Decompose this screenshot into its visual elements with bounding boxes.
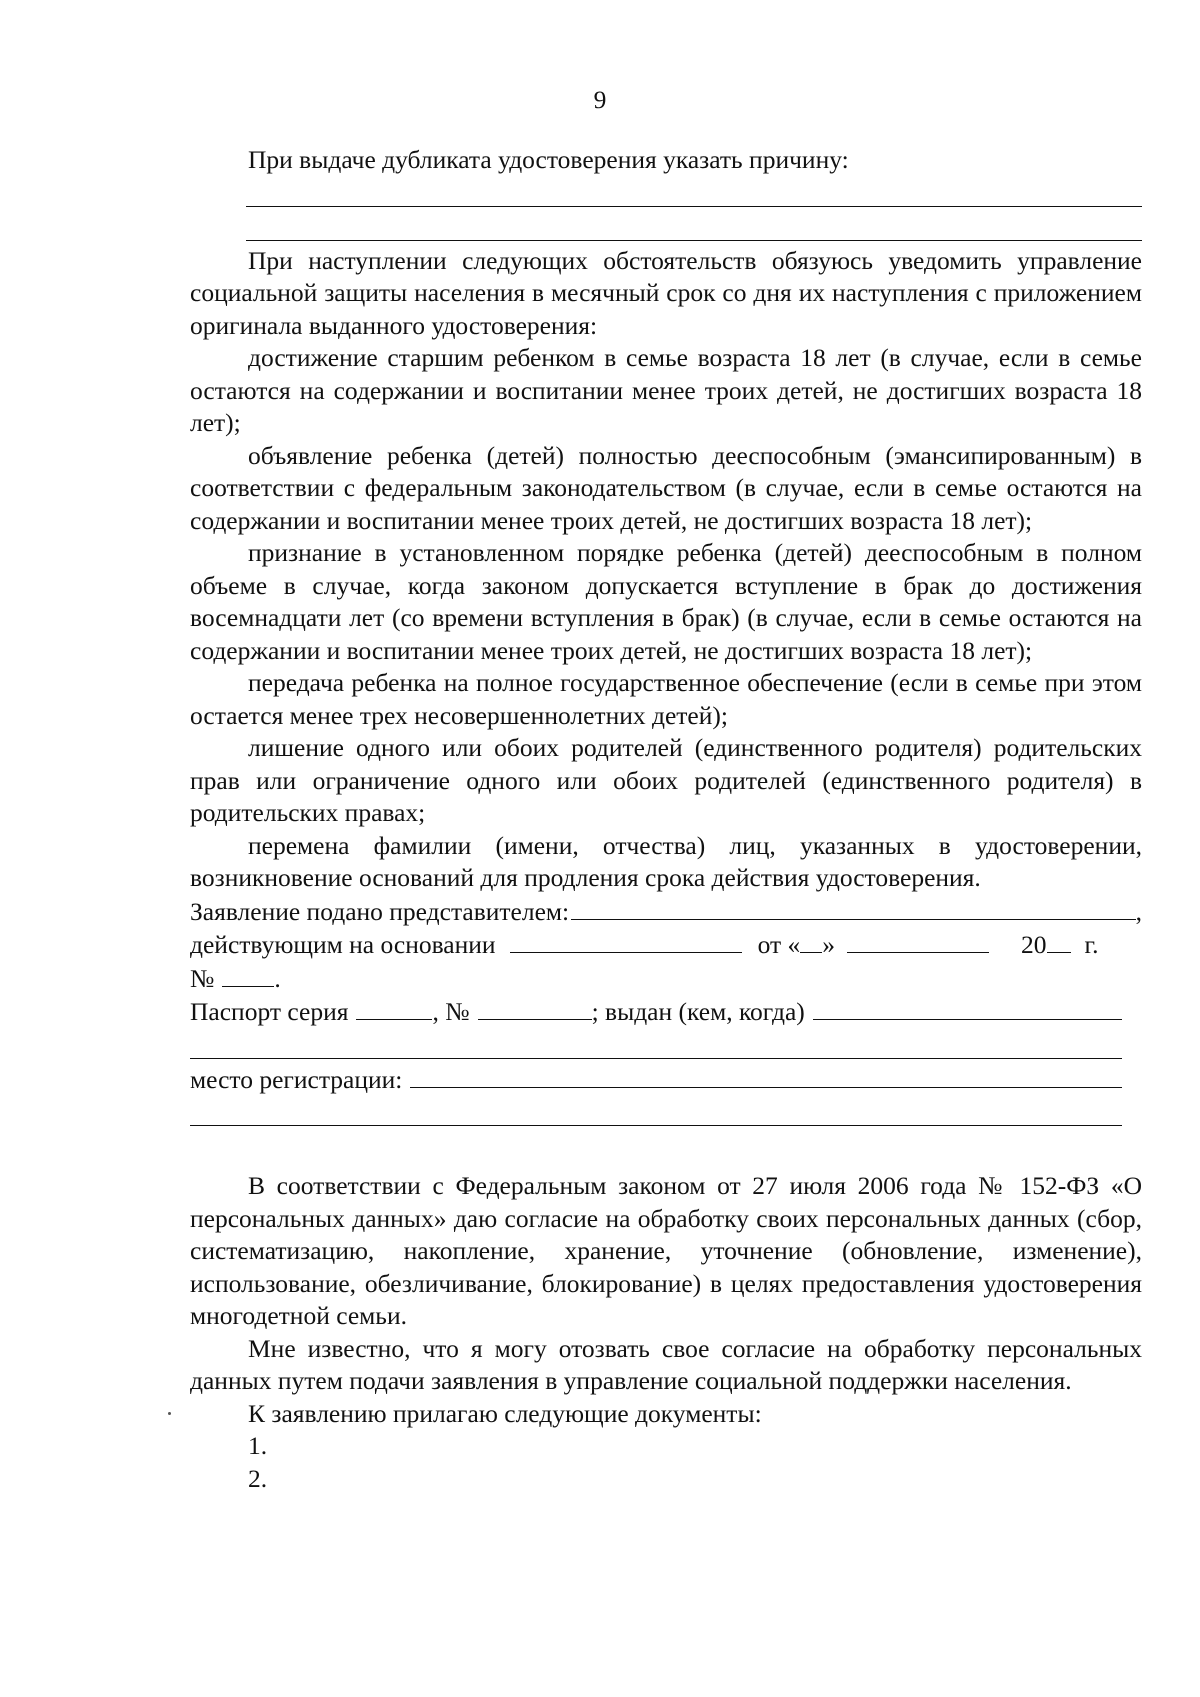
duplicate-reason-line-1[interactable] (190, 177, 1142, 211)
registration-label: место регистрации: (190, 1064, 403, 1094)
registration-row (190, 1063, 1142, 1097)
acting-basis-row (190, 928, 1142, 962)
representative-label: Заявление подано представителем: (190, 896, 570, 926)
circumstance-item-1: достижение старшим ребенком в семье возраста 18 лет (в случае, если в семье остаются на содержании и воспитании менее троих детей, не достигших возраста 18 лет); (190, 343, 1142, 437)
registration-field[interactable] (410, 1063, 1122, 1088)
attachment-item-2: 2. (248, 1463, 268, 1493)
passport-issued-line-2[interactable] (190, 1029, 1122, 1063)
representative-field[interactable] (571, 895, 1135, 920)
page-number: 9 (593, 85, 607, 114)
year-prefix: 20 (1021, 930, 1047, 959)
passport-issued-field[interactable] (813, 995, 1122, 1020)
passport-issued-label: ; выдан (кем, когда) (591, 997, 805, 1026)
from-close: » (822, 930, 836, 959)
year-suffix: г. (1084, 930, 1099, 959)
duplicate-reason-line-2[interactable] (190, 211, 1142, 245)
acting-basis-field[interactable] (510, 928, 742, 953)
duplicate-reason-label: При выдаче дубликата удостоверения указать причину: (248, 145, 849, 174)
circumstance-item-2: объявление ребенка (детей) полностью дееспособным (эмансипированным) в соответствии с федеральным законодательством (в случае, если в семье остаются на содержании и воспитании менее троих детей, не достигших возраста 18 лет); (190, 440, 1142, 535)
month-field[interactable] (847, 928, 989, 953)
passport-number-field[interactable] (478, 995, 592, 1020)
number-label: № (190, 963, 215, 993)
passport-series-field[interactable] (356, 995, 432, 1020)
passport-number-label: , № (432, 997, 470, 1026)
circumstance-item-4: передача ребенка на полное государственное обеспечение (если в семье при этом остается менее трех несовершеннолетних детей); (190, 668, 1142, 730)
circumstance-item-5: лишение одного или обоих родителей (единственного родителя) родительских прав или ограничение одного или обоих родителей (единственного родителя) в родительских правах; (190, 733, 1142, 827)
passport-row (190, 995, 1142, 1029)
number-end: . (274, 963, 281, 993)
attachments-label: К заявлению прилагаю следующие документы: (248, 1398, 762, 1428)
acting-basis-label: действующим на основании (190, 930, 496, 959)
representative-row (190, 895, 1142, 929)
document-number-field[interactable] (222, 962, 274, 987)
from-label: от « (757, 930, 801, 959)
revoke-consent-paragraph: Мне известно, что я могу отозвать свое согласие на обработку персональных данных путем подачи заявления в управление социальной поддержки населения. (190, 1333, 1142, 1395)
passport-series-label: Паспорт серия (190, 997, 349, 1026)
consent-paragraph: В соответствии с Федеральным законом от 27 июля 2006 года № 152-ФЗ «О персональных данных» даю согласие на обработку своих персональных данных (сбор, систематизацию, накопление, хранение, уточнение (обновление, изменение), использование, обезличивание, блокирование) в целях предоставления удостоверения многодетной семьи. (190, 1171, 1142, 1330)
representative-comma: , (1135, 896, 1142, 926)
circumstance-item-6: перемена фамилии (имени, отчества) лиц, указанных в удостоверении, возникновение оснований для продления срока действия удостоверения. (190, 830, 1142, 892)
scan-speck (168, 1412, 171, 1415)
circumstance-item-3: признание в установленном порядке ребенка (детей) дееспособным в полном объеме в случае, когда законом допускается вступление в брак до достижения восемнадцати лет (со времени вступления в брак) (в случае, если в семье остаются на содержании и воспитании менее троих детей, не достигших возраста 18 лет); (190, 538, 1142, 665)
attachment-item-1: 1. (248, 1431, 268, 1460)
notify-intro-paragraph: При наступлении следующих обстоятельств обязуюсь уведомить управление социальной защиты населения в месячный срок со дня их наступления с приложением оригинала выданного удостоверения: (190, 245, 1142, 340)
document-body (190, 144, 1142, 1495)
day-field[interactable] (800, 928, 822, 953)
document-number-row (190, 962, 1142, 996)
year-field[interactable] (1047, 928, 1071, 953)
registration-line-2[interactable] (190, 1096, 1122, 1130)
